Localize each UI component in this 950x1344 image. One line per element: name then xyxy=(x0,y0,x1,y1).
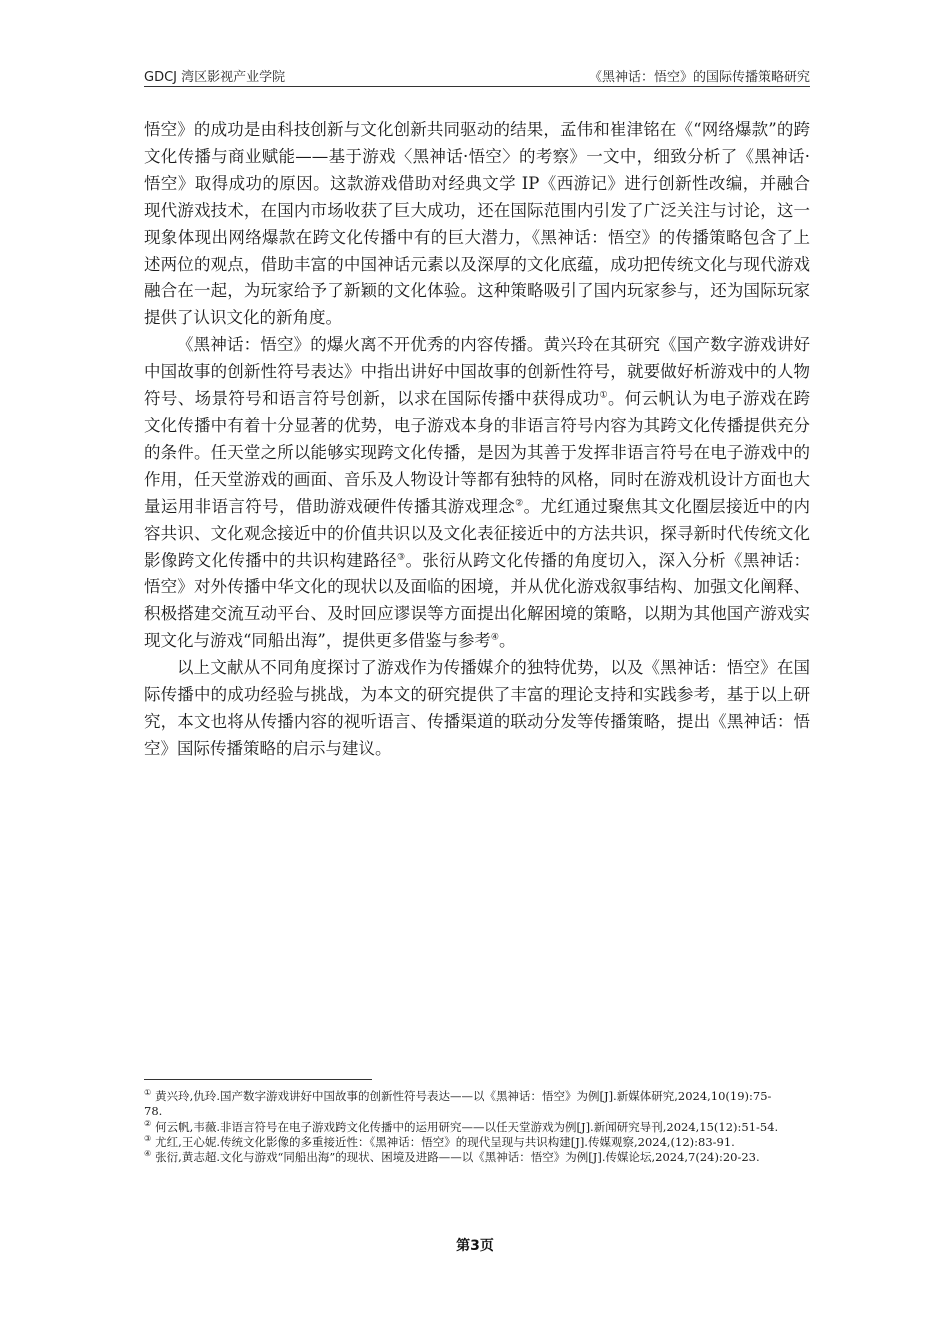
footnote-text: 尤红,王心妮.传统文化影像的多重接近性：《黑神话：悟空》的现代呈现与共识构建[J].传媒观察,2024,(12):83-91. xyxy=(155,1134,735,1149)
paragraph-text: 《黑神话：悟空》的爆火离不开优秀的内容传播。黄兴玲在其研究《国产数字游戏讲好中国故事的创新性符号表达》中指出讲好中国故事的创新性符号，就要做好析游戏中的人物符号、场景符号和语言符号创新，以求在国际传播中获得成功 xyxy=(144,335,810,409)
header-institution: GDCJ 湾区影视产业学院 xyxy=(144,70,286,85)
footnote-mark: ② xyxy=(144,1118,152,1128)
footnote-ref-4[interactable]: ④ xyxy=(490,632,499,643)
footnote-4 xyxy=(144,1150,784,1165)
paragraph-text: 。 xyxy=(498,631,516,651)
footnote-text: 黄兴玲,仇玲.国产数字游戏讲好中国故事的创新性符号表达——以《黑神话：悟空》为例[J].新媒体研究,2024,10(19):75-78. xyxy=(144,1089,772,1119)
footnote-mark: ③ xyxy=(144,1134,152,1144)
paragraph-summary: 以上文献从不同角度探讨了游戏作为传播媒介的独特优势，以及《黑神话：悟空》在国际传播中的成功经验与挑战，为本文的研究提供了丰富的理论支持和实践参考，基于以上研究，本文也将从传播内容的视听语言、传播渠道的联动分发等传播策略，提出《黑神话：悟空》国际传播策略的启示与建议。 xyxy=(144,658,810,758)
paragraph-text: 。何云帆认为电子游戏在跨文化传播中有着十分显著的优势，电子游戏本身的非语言符号内容为其跨文化传播提供充分的条件。任天堂之所以能够实现跨文化传播，是因为其善于发挥非语言符号在电子游戏中的作用，任天堂游戏的画面、音乐及人物设计等都有独特的风格，同时在游戏机设计方面也大量运用非语言符号，借助游戏硬件传播其游戏理念 xyxy=(144,389,811,516)
page-header xyxy=(144,66,810,86)
header-paper-title: 《黑神话：悟空》的国际传播策略研究 xyxy=(588,70,810,85)
footnote-ref-1[interactable]: ① xyxy=(599,390,608,401)
page-number: 第3页 xyxy=(456,1238,494,1254)
footnote-3 xyxy=(144,1135,784,1150)
footnote-ref-2[interactable]: ② xyxy=(515,498,524,509)
footnote-1 xyxy=(144,1089,784,1120)
footnote-mark: ④ xyxy=(144,1149,152,1159)
body-text xyxy=(144,117,810,763)
paragraph-text: 。张衍从跨文化传播的角度切入，深入分析《黑神话：悟空》对外传播中华文化的现状以及面临的困境，并从优化游戏叙事结构、加强文化阐释、积极搭建交流互动平台、及时回应谬误等方面提出化解困境的策略，以期为其他国产游戏实现文化与游戏“同船出海”，提供更多借鉴与参考 xyxy=(144,550,811,651)
paragraph-continuation: 悟空》的成功是由科技创新与文化创新共同驱动的结果，孟伟和崔津铭在《“网络爆款”的跨文化传播与商业赋能——基于游戏〈黑神话·悟空〉的考察》一文中，细致分析了《黑神话·悟空》取得成功的原因。这款游戏借助对经典文学 IP《西游记》进行创新性改编，并融合现代游戏技术，在国内市场收获了巨大成功，还在国际范围内引发了广泛关注与讨论，这一现象体现出网络爆款在跨文化传播中有的巨大潜力，《黑神话：悟空》的传播策略包含了上述两位的观点，借助丰富的中国神话元素以及深厚的文化底蕴，成功把传统文化与现代游戏融合在一起，为玩家给予了新颖的文化体验。这种策略吸引了国内玩家参与，还为国际玩家提供了认识文化的新角度。 xyxy=(144,120,810,328)
header-divider xyxy=(144,86,810,87)
footnote-mark: ① xyxy=(144,1088,152,1098)
footnote-ref-3[interactable]: ③ xyxy=(397,552,406,562)
paragraph-text: 。尤红通过聚焦其文化圈层接近中的内容共识、文化观念接近中的价值共识以及文化表征接近中的方法共识，探寻新时代传统文化影像跨文化传播中的共识构建路径 xyxy=(144,496,811,570)
footnote-divider xyxy=(144,1079,372,1080)
footnote-text: 张衍,黄志超.文化与游戏“同船出海”的现状、困境及进路——以《黑神话：悟空》为例[J].传媒论坛,2024,7(24):20-23. xyxy=(155,1150,760,1165)
paragraph-literature-review xyxy=(144,332,810,655)
footnote-2 xyxy=(144,1120,784,1135)
footnote-text: 何云帆,韦薇.非语言符号在电子游戏跨文化传播中的运用研究——以任天堂游戏为例[J].新闻研究导刊,2024,15(12):51-54. xyxy=(155,1119,779,1134)
footnotes xyxy=(144,1089,784,1165)
